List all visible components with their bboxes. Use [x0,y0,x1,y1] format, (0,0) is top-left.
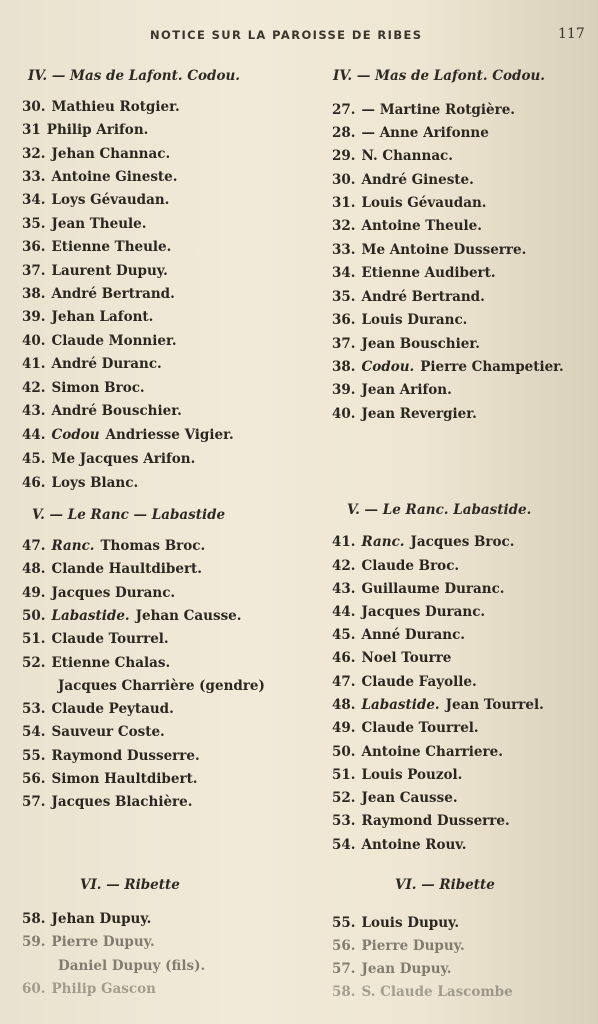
section-title: V. — Le Ranc — Labastide [32,507,226,523]
list-item [332,835,467,855]
place-name: Labastide. [361,697,440,713]
entry-number: 37. [22,263,46,279]
person-name: Louis Pouzol. [361,767,463,783]
list-item [332,100,515,120]
list-item [332,913,459,933]
person-name: Jehan Dupuy. [51,911,152,927]
person-name: André Duranc. [51,356,162,372]
entry-number: 50. [22,608,46,624]
list-item [22,449,195,469]
entry-number: 49. [22,585,46,601]
person-name: Jean Revergier. [361,406,477,422]
place-name: Codou. [361,359,415,375]
entry-number: 31. [332,195,356,211]
entry-number: 27. [332,102,356,118]
entry-number: 55. [332,915,356,931]
person-name: Louis Dupuy. [361,915,460,931]
entry-number: 44. [22,427,46,443]
entry-number: 34. [22,192,46,208]
person-name: Louis Duranc. [361,312,468,328]
person-name: Etienne Audibert. [361,265,496,281]
person-name: Jean Bouschier. [361,336,480,352]
list-item [22,97,180,117]
entry-number: 30. [22,99,46,115]
person-name: N. Channac. [361,148,453,164]
entry-number: 40. [332,406,356,422]
list-item [332,936,465,956]
entry-number: 52. [332,790,356,806]
person-name: Pierre Dupuy. [361,938,465,954]
entry-number: 40. [22,333,46,349]
list-item [332,532,514,552]
person-name: André Bertrand. [361,289,485,305]
place-name: Codou [51,427,100,443]
list-item [22,331,177,351]
entry-number: 41. [22,356,46,372]
entry-number: 50. [332,744,356,760]
entry-number: 57. [332,961,356,977]
person-name: Jehan Channac. [51,146,171,162]
person-name: — Martine Rotgière. [361,102,515,118]
list-item [22,425,234,445]
person-name: Jean Tourrel. [445,697,544,713]
person-name: Guillaume Duranc. [361,581,505,597]
entry-number: 45. [22,451,46,467]
list-item [22,746,200,766]
person-name: Pierre Champetier. [420,359,564,375]
person-name: Raymond Dusserre. [361,813,510,829]
entry-number: 56. [22,771,46,787]
list-item [332,287,485,307]
page-header [0,28,598,46]
person-name: Sauveur Coste. [51,724,165,740]
person-name: Loys Blanc. [51,475,139,491]
entry-number: 52. [22,655,46,671]
list-item [22,956,205,976]
list-item [332,742,503,762]
list-item [332,695,544,715]
section-title: V. — Le Ranc. Labastide. [347,502,532,518]
person-name: Jacques Blachière. [51,794,193,810]
entry-number: 31 [22,122,41,138]
person-name: Philip Gascon [51,981,156,997]
list-item [332,240,526,260]
person-name: Thomas Broc. [100,538,206,554]
list-item [332,648,451,668]
entry-number: 36. [22,239,46,255]
entry-number: 38. [332,359,356,375]
list-item [22,979,156,999]
entry-number: 28. [332,125,356,141]
list-item [22,261,168,281]
person-name: Claude Tourrel. [361,720,479,736]
person-name: Jehan Causse. [135,608,242,624]
list-item [22,909,151,929]
list-item [332,123,489,143]
entry-number: 44. [332,604,356,620]
person-name: Andriesse Vigier. [105,427,234,443]
list-item [22,769,198,789]
person-name: S. Claude Lascombe [361,984,513,1000]
person-name: Jean Theule. [51,216,147,232]
list-item [332,263,496,283]
list-item [332,579,504,599]
person-name: — Anne Arifonne [361,125,489,141]
person-name: Pierre Dupuy. [51,934,155,950]
list-item [332,216,482,236]
entry-number: 47. [332,674,356,690]
list-item [22,144,170,164]
list-item [22,583,175,603]
place-name: Labastide. [51,608,130,624]
entry-number: 45. [332,627,356,643]
entry-number: 53. [332,813,356,829]
list-item [22,606,241,626]
person-name: Jacques Duranc. [51,585,176,601]
person-name: Simon Haultdibert. [51,771,198,787]
list-item [22,190,169,210]
list-item [332,380,452,400]
entry-number: 42. [332,558,356,574]
person-name: Jacques Charrière (gendre) [58,678,265,694]
person-name: Claude Broc. [361,558,460,574]
person-name: Antoine Charriere. [361,744,503,760]
list-item [22,284,175,304]
list-item [22,699,174,719]
entry-number: 37. [332,336,356,352]
entry-number: 60. [22,981,46,997]
list-item [332,310,467,330]
person-name: Mathieu Rotgier. [51,99,180,115]
list-item [332,556,459,576]
entry-number: 58. [22,911,46,927]
list-item [22,536,205,556]
list-item [22,653,170,673]
entry-number: 42. [22,380,46,396]
entry-number: 39. [332,382,356,398]
list-item [332,672,477,692]
entry-number: 51. [332,767,356,783]
entry-number: 49. [332,720,356,736]
entry-number: 32. [22,146,46,162]
entry-number: 58. [332,984,356,1000]
person-name: Claude Peytaud. [51,701,174,717]
person-name: Claude Monnier. [51,333,177,349]
list-item [22,722,165,742]
entry-number: 46. [332,650,356,666]
person-name: Etienne Theule. [51,239,172,255]
person-name: Jean Arifon. [361,382,452,398]
entry-number: 33. [22,169,46,185]
person-name: Me Antoine Dusserre. [361,242,527,258]
person-name: Clande Haultdibert. [51,561,202,577]
list-item [22,237,171,257]
list-item [22,629,169,649]
entry-number: 35. [22,216,46,232]
list-item [332,959,452,979]
list-item [332,404,477,424]
person-name: Daniel Dupuy (fils). [58,958,206,974]
list-item [22,307,153,327]
person-name: Noel Tourre [361,650,452,666]
person-name: Antoine Theule. [361,218,482,234]
entry-number: 43. [332,581,356,597]
person-name: Laurent Dupuy. [51,263,168,279]
entry-number: 36. [332,312,356,328]
place-name: Ranc. [361,534,405,550]
list-item [332,146,453,166]
entry-number: 57. [22,794,46,810]
list-item [22,792,192,812]
page-number: 117 [558,26,585,42]
person-name: Louis Gévaudan. [361,195,487,211]
list-item [332,718,479,738]
person-name: Anné Duranc. [361,627,466,643]
list-item [22,167,177,187]
entry-number: 33. [332,242,356,258]
list-item [332,602,485,622]
entry-number: 47. [22,538,46,554]
person-name: Jehan Lafont. [51,309,154,325]
list-item [22,932,155,952]
list-item [22,676,265,696]
list-item [22,120,148,140]
entry-number: 30. [332,172,356,188]
list-item [22,378,145,398]
list-item [332,982,513,1002]
entry-number: 48. [332,697,356,713]
entry-number: 41. [332,534,356,550]
entry-number: 35. [332,289,356,305]
section-title: IV. — Mas de Lafont. Codou. [333,68,545,84]
list-item [332,788,458,808]
person-name: Jacques Broc. [410,534,515,550]
list-item [332,625,465,645]
entry-number: 46. [22,475,46,491]
list-item [332,193,486,213]
entry-number: 34. [332,265,356,281]
entry-number: 51. [22,631,46,647]
list-item [22,559,202,579]
list-item [22,473,138,493]
person-name: Loys Gévaudan. [51,192,170,208]
section-title: VI. — Ribette [395,877,495,893]
entry-number: 29. [332,148,356,164]
section-title: VI. — Ribette [80,877,180,893]
person-name: Me Jacques Arifon. [51,451,196,467]
entry-number: 48. [22,561,46,577]
entry-number: 59. [22,934,46,950]
list-item [332,334,480,354]
person-name: Philip Arifon. [46,122,149,138]
person-name: Antoine Rouv. [361,837,467,853]
person-name: Jean Dupuy. [361,961,452,977]
person-name: Jean Causse. [361,790,458,806]
person-name: André Gineste. [361,172,474,188]
list-item [332,765,462,785]
person-name: Claude Fayolle. [361,674,477,690]
list-item [332,170,474,190]
person-name: André Bertrand. [51,286,175,302]
list-item [332,811,510,831]
list-item [22,354,162,374]
person-name: Simon Broc. [51,380,145,396]
list-item [22,214,146,234]
running-title: NOTICE SUR LA PAROISSE DE RIBES [150,28,423,42]
list-item [332,357,564,377]
person-name: Jacques Duranc. [361,604,486,620]
entry-number: 43. [22,403,46,419]
list-item [22,401,182,421]
person-name: Claude Tourrel. [51,631,169,647]
entry-number: 32. [332,218,356,234]
entry-number: 38. [22,286,46,302]
entry-number: 56. [332,938,356,954]
person-name: Antoine Gineste. [51,169,178,185]
entry-number: 54. [22,724,46,740]
entry-number: 54. [332,837,356,853]
person-name: Etienne Chalas. [51,655,171,671]
entry-number: 55. [22,748,46,764]
person-name: Raymond Dusserre. [51,748,200,764]
place-name: Ranc. [51,538,95,554]
person-name: André Bouschier. [51,403,182,419]
section-title: IV. — Mas de Lafont. Codou. [28,68,240,84]
entry-number: 39. [22,309,46,325]
entry-number: 53. [22,701,46,717]
